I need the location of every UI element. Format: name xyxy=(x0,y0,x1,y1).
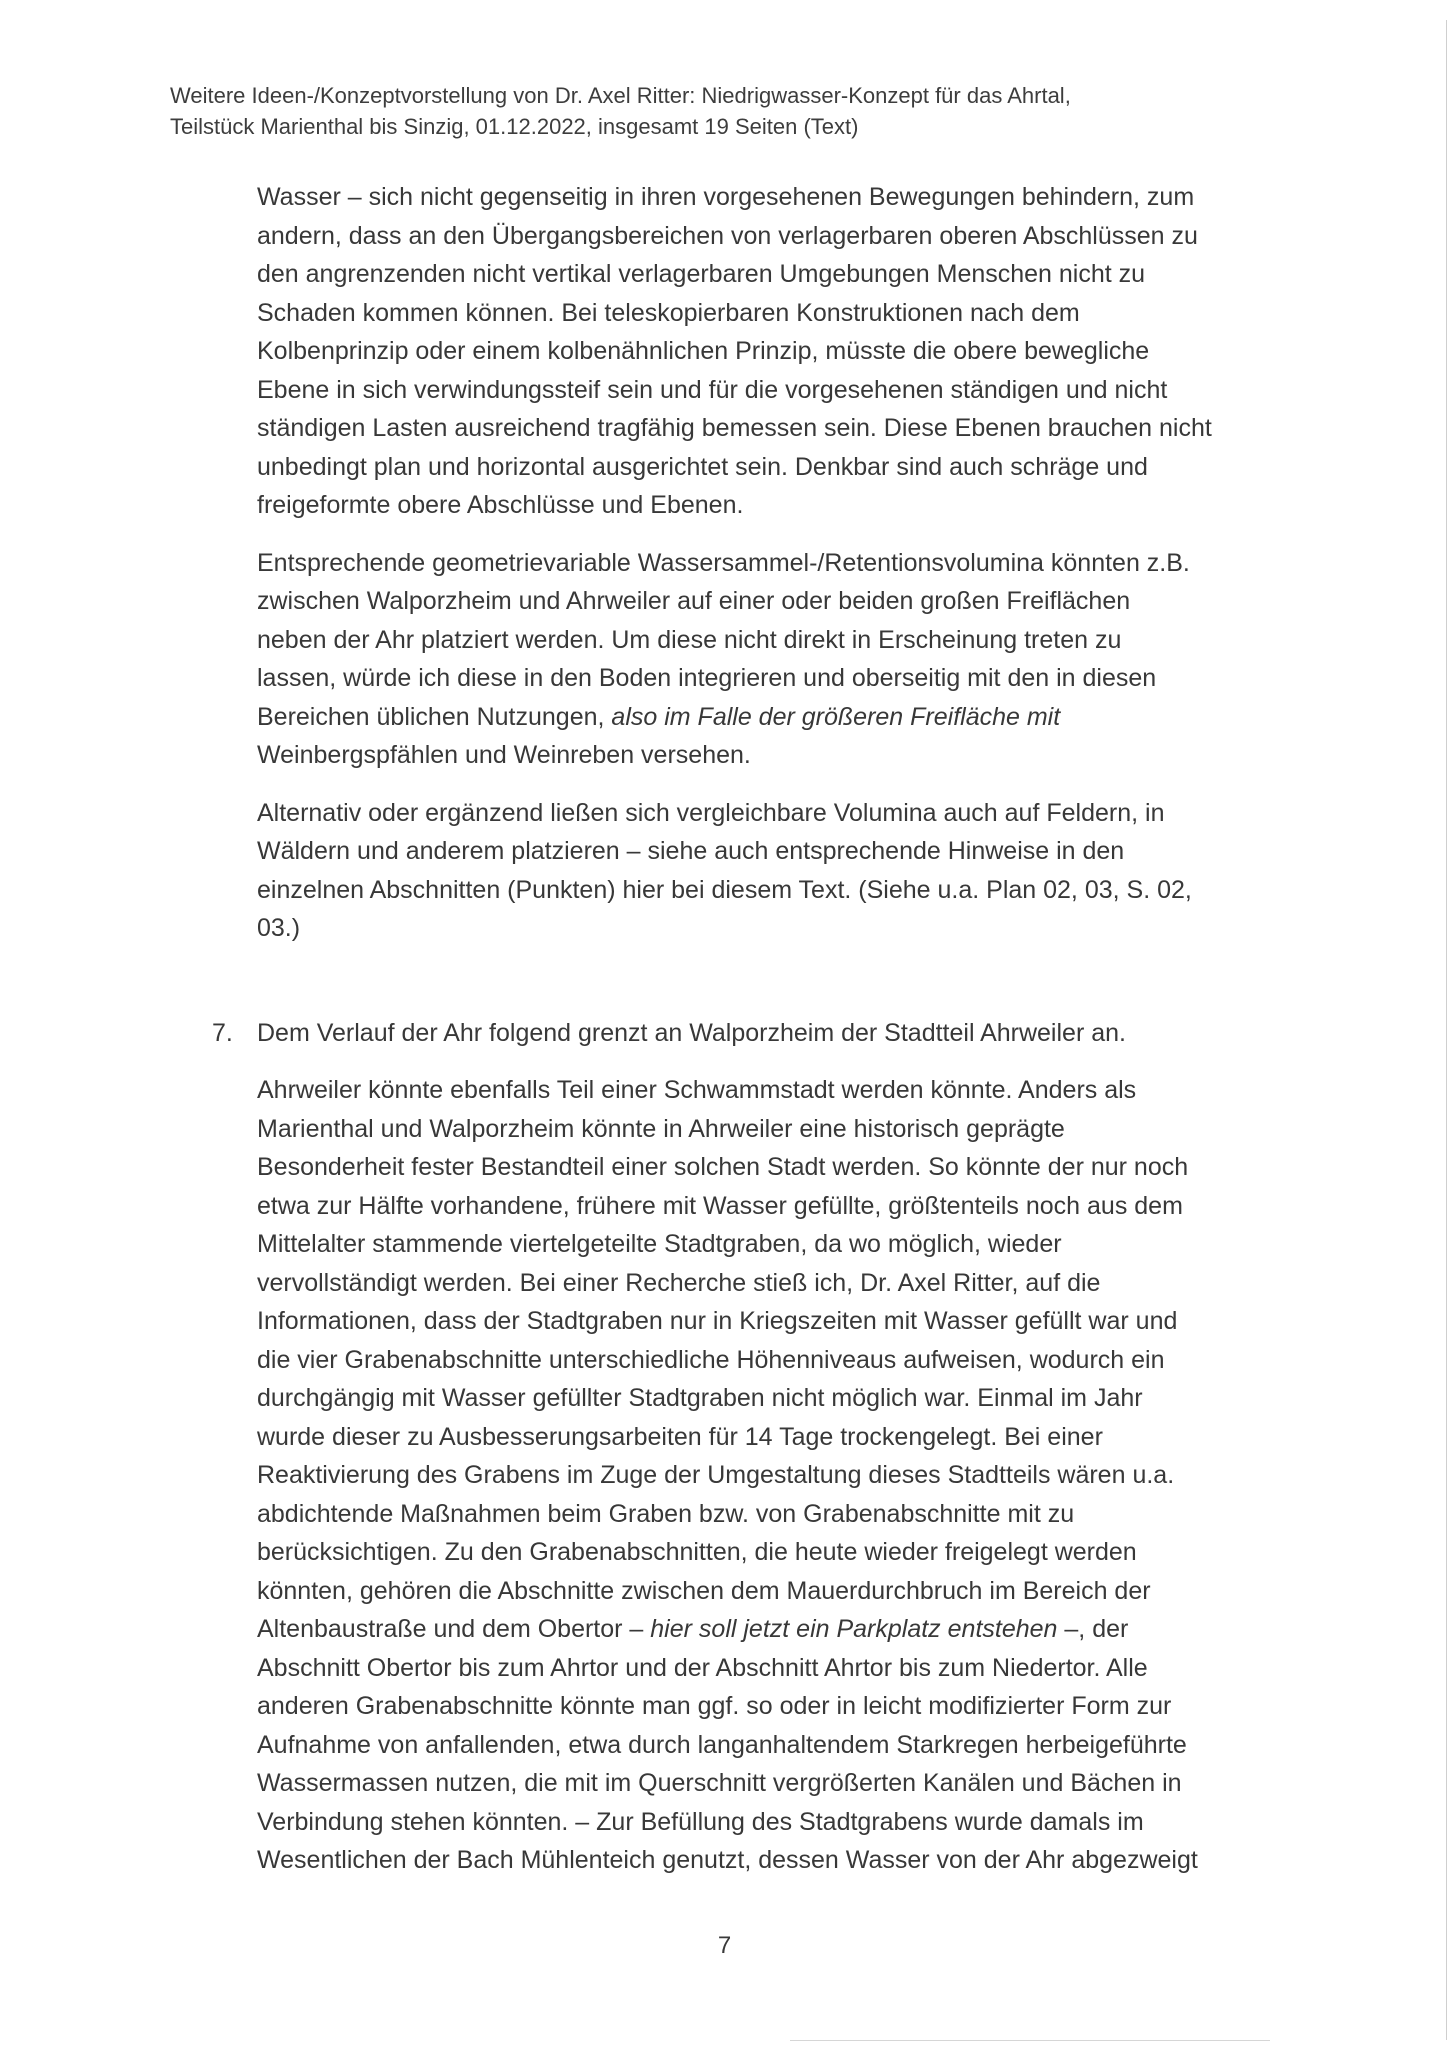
text-line: lassen, würde ich diese in den Boden integrieren und oberseitig mit den in diesen xyxy=(257,664,1157,692)
list-item-number: 7. xyxy=(212,1018,233,1047)
header-line-2: Teilstück Marienthal bis Sinzig, 01.12.2022, insgesamt 19 Seiten (Text) xyxy=(170,114,859,139)
body-text xyxy=(212,178,1277,1899)
text-line: anderen Grabenabschnitte könnte man ggf. so oder in leicht modifizierter Form zur xyxy=(257,1692,1172,1720)
scan-bottom-edge xyxy=(790,2040,1270,2041)
list-item-heading: Dem Verlauf der Ahr folgend grenzt an Walporzheim der Stadtteil Ahrweiler an. xyxy=(257,1018,1126,1047)
text-line: einzelnen Abschnitten (Punkten) hier bei diesem Text. (Siehe u.a. Plan 02, 03, S. 02, xyxy=(257,875,1192,904)
text-line: Informationen, dass der Stadtgraben nur in Kriegszeiten mit Wasser gefüllt war und xyxy=(257,1307,1178,1335)
text-line: unbedingt plan und horizontal ausgerichtet sein. Denkbar sind auch schräge und xyxy=(257,452,1148,481)
text-line: Mittelalter stammende viertelgeteilte Stadtgraben, da wo möglich, wieder xyxy=(257,1230,1062,1258)
text-line: andern, dass an den Übergangsbereichen von verlagerbaren oberen Abschlüssen zu xyxy=(257,221,1198,250)
text-line: wurde dieser zu Ausbesserungsarbeiten für 14 Tage trockengelegt. Bei einer xyxy=(257,1422,1103,1451)
text-line: zwischen Walporzheim und Ahrweiler auf einer oder beiden großen Freiflächen xyxy=(257,587,1131,615)
text-line: Wesentlichen der Bach Mühlenteich genutzt, dessen Wasser von der Ahr abgezweigt xyxy=(257,1846,1198,1874)
text-line: ständigen Lasten ausreichend tragfähig bemessen sein. Diese Ebenen brauchen nicht xyxy=(257,414,1212,442)
list-item-7 xyxy=(212,1014,1277,1053)
text-line: Besonderheit fester Bestandteil einer solchen Stadt werden. So könnte der nur noch xyxy=(257,1153,1189,1181)
text-line: durchgängig mit Wasser gefüllter Stadtgraben nicht möglich war. Einmal im Jahr xyxy=(257,1384,1143,1412)
text-line: Wassermassen nutzen, die mit im Querschnitt vergrößerten Kanälen und Bächen in xyxy=(257,1769,1182,1797)
text-line: Abschnitt Obertor bis zum Ahrtor und der Abschnitt Ahrtor bis zum Niedertor. Alle xyxy=(257,1653,1148,1682)
text-normal: Bereichen üblichen Nutzungen, xyxy=(257,702,605,731)
text-line: Wasser – sich nicht gegenseitig in ihren vorgesehenen Bewegungen behindern, zum xyxy=(257,183,1195,211)
scan-edge-line xyxy=(1446,20,1447,2040)
text-line: berücksichtigen. Zu den Grabenabschnitten, die heute wieder freigelegt werden xyxy=(257,1538,1137,1566)
text-line: Weinbergspfählen und Weinreben versehen. xyxy=(257,741,751,769)
page-number: 7 xyxy=(717,1932,732,1959)
text-line: freigeformte obere Abschlüsse und Ebenen. xyxy=(257,491,744,519)
text-line: Entsprechende geometrievariable Wassersammel-/Retentionsvolumina könnten z.B. xyxy=(257,548,1190,577)
paragraph-3 xyxy=(257,794,1277,948)
text-line: Verbindung stehen könnten. – Zur Befüllung des Stadtgrabens wurde damals im xyxy=(257,1807,1144,1836)
paragraph-4 xyxy=(257,1071,1277,1880)
text-line: neben der Ahr platziert werden. Um diese nicht direkt in Erscheinung treten zu xyxy=(257,625,1122,654)
text-italic: also im Falle der größeren Freifläche mit xyxy=(604,702,1061,731)
text-line: Wäldern und anderem platzieren – siehe auch entsprechende Hinweise in den xyxy=(257,837,1125,865)
text-line: Marienthal und Walporzheim könnte in Ahrweiler eine historisch geprägte xyxy=(257,1114,1065,1143)
text-line-mixed xyxy=(257,698,1277,737)
text-line: Reaktivierung des Grabens im Zuge der Umgestaltung dieses Stadtteils wären u.a. xyxy=(257,1461,1175,1489)
text-line-mixed xyxy=(257,1610,1277,1649)
text-line: könnten, gehören die Abschnitte zwischen dem Mauerdurchbruch im Bereich der xyxy=(257,1576,1151,1605)
text-italic: hier soll jetzt ein Parkplatz entstehen xyxy=(650,1615,1058,1643)
text-line: Alternativ oder ergänzend ließen sich vergleichbare Volumina auch auf Feldern, in xyxy=(257,798,1165,827)
paragraph-1 xyxy=(257,178,1277,525)
paragraph-2 xyxy=(257,544,1277,775)
text-line: Ahrweiler könnte ebenfalls Teil einer Schwammstadt werden könnte. Anders als xyxy=(257,1076,1137,1104)
text-line: Ebene in sich verwindungssteif sein und für die vorgesehenen ständigen und nicht xyxy=(257,375,1168,404)
page-header xyxy=(170,80,1320,142)
text-line: abdichtende Maßnahmen beim Graben bzw. von Grabenabschnitte mit zu xyxy=(257,1499,1075,1528)
text-normal: Altenbaustraße und dem Obertor – xyxy=(257,1615,651,1643)
text-line: 03.) xyxy=(257,914,301,942)
text-line: etwa zur Hälfte vorhandene, frühere mit Wasser gefüllte, größtenteils noch aus dem xyxy=(257,1191,1183,1220)
text-line: den angrenzenden nicht vertikal verlagerbaren Umgebungen Menschen nicht zu xyxy=(257,260,1146,288)
text-line: vervollständigt werden. Bei einer Recherche stieß ich, Dr. Axel Ritter, auf die xyxy=(257,1268,1101,1297)
text-line: Kolbenprinzip oder einem kolbenähnlichen Prinzip, müsste die obere bewegliche xyxy=(257,337,1150,365)
text-line: Schaden kommen können. Bei teleskopierbaren Konstruktionen nach dem xyxy=(257,298,1080,327)
text-normal: –, der xyxy=(1057,1615,1129,1643)
text-line: Aufnahme von anfallenden, etwa durch langanhaltendem Starkregen herbeigeführte xyxy=(257,1730,1187,1759)
header-line-1: Weitere Ideen-/Konzeptvorstellung von Dr. Axel Ritter: Niedrigwasser-Konzept für das Ahrtal, xyxy=(170,83,1071,108)
text-line: die vier Grabenabschnitte unterschiedliche Höhenniveaus aufweisen, wodurch ein xyxy=(257,1345,1165,1374)
